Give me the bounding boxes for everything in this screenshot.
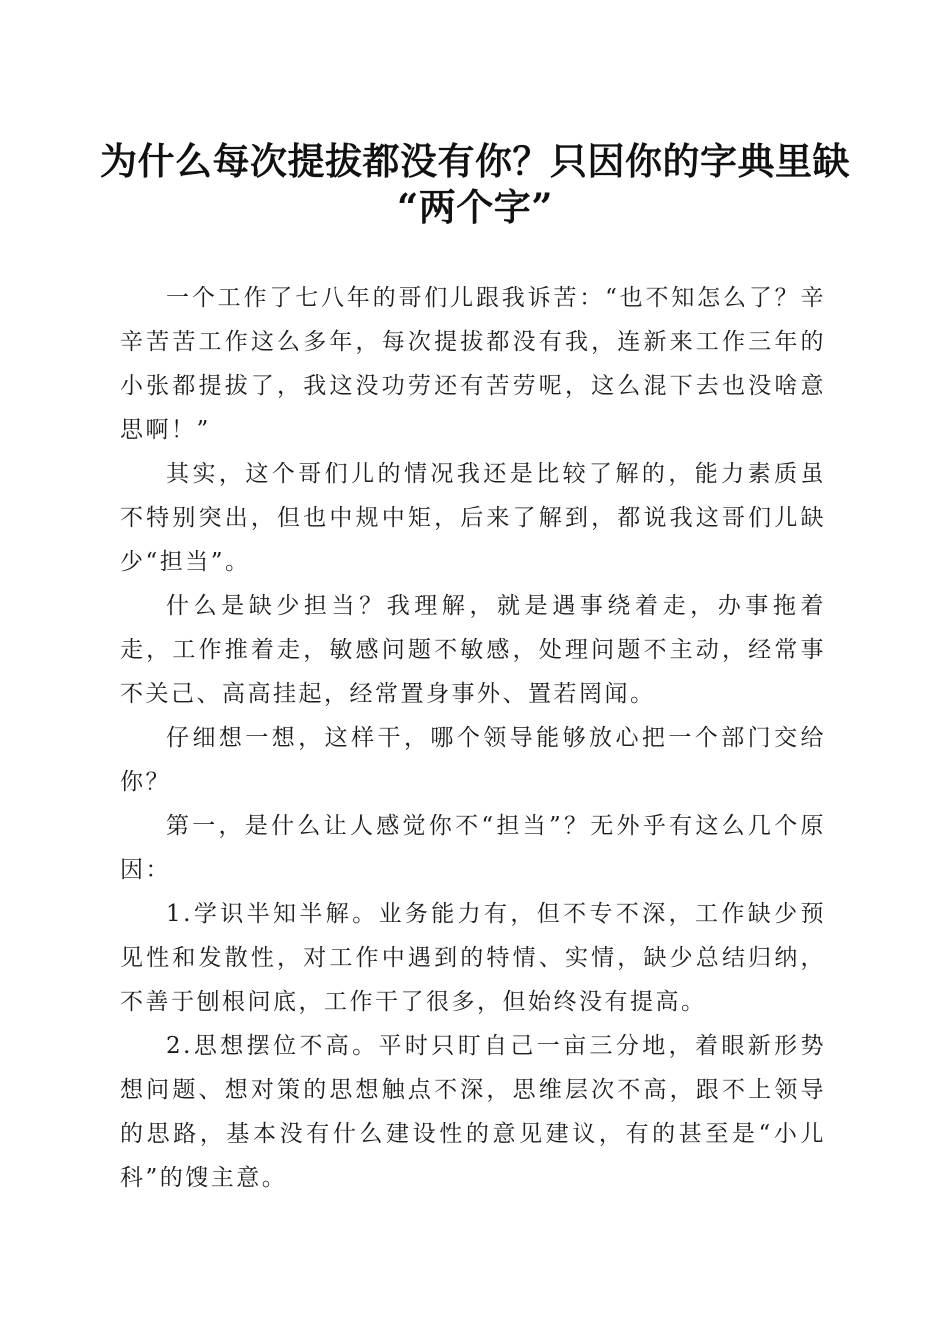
- paragraph-background: 其实，这个哥们儿的情况我还是比较了解的，能力素质虽不特别突出，但也中规中矩，后来了解到，都说我这哥们儿缺少“担当”。: [120, 461, 826, 575]
- title-line-2: “两个字”: [396, 185, 554, 229]
- article-title: [100, 138, 850, 230]
- paragraph-question: 仔细想一想，这样干，哪个领导能够放心把一个部门交给你？: [120, 725, 826, 795]
- paragraph-section-one: 第一，是什么让人感觉你不“担当”？无外乎有这么几个原因：: [120, 813, 826, 883]
- title-line-1: 为什么每次提拔都没有你？只因你的字典里缺: [100, 139, 850, 183]
- paragraph-reason-2: 2.思想摆位不高。平时只盯自己一亩三分地，着眼新形势想问题、想对策的思想触点不深，思维层次不高，跟不上领导的思路，基本没有什么建设性的意见建议，有的甚至是“小儿科”的馊主意。: [120, 1033, 826, 1191]
- paragraph-complaint: 一个工作了七八年的哥们儿跟我诉苦：“也不知怎么了？辛辛苦苦工作这么多年，每次提拔都没有我，连新来工作三年的小张都提拔了，我这没功劳还有苦劳呢，这么混下去也没啥意思啊！”: [120, 285, 826, 443]
- paragraph-reason-1: 1.学识半知半解。业务能力有，但不专不深，工作缺少预见性和发散性，对工作中遇到的特情、实情，缺少总结归纳，不善于刨根问底，工作干了很多，但始终没有提高。: [120, 901, 826, 1015]
- article-body: [120, 276, 826, 1200]
- paragraph-definition: 什么是缺少担当？我理解，就是遇事绕着走，办事拖着走，工作推着走，敏感问题不敏感，处理问题不主动，经常事不关己、高高挂起，经常置身事外、置若罔闻。: [120, 593, 826, 707]
